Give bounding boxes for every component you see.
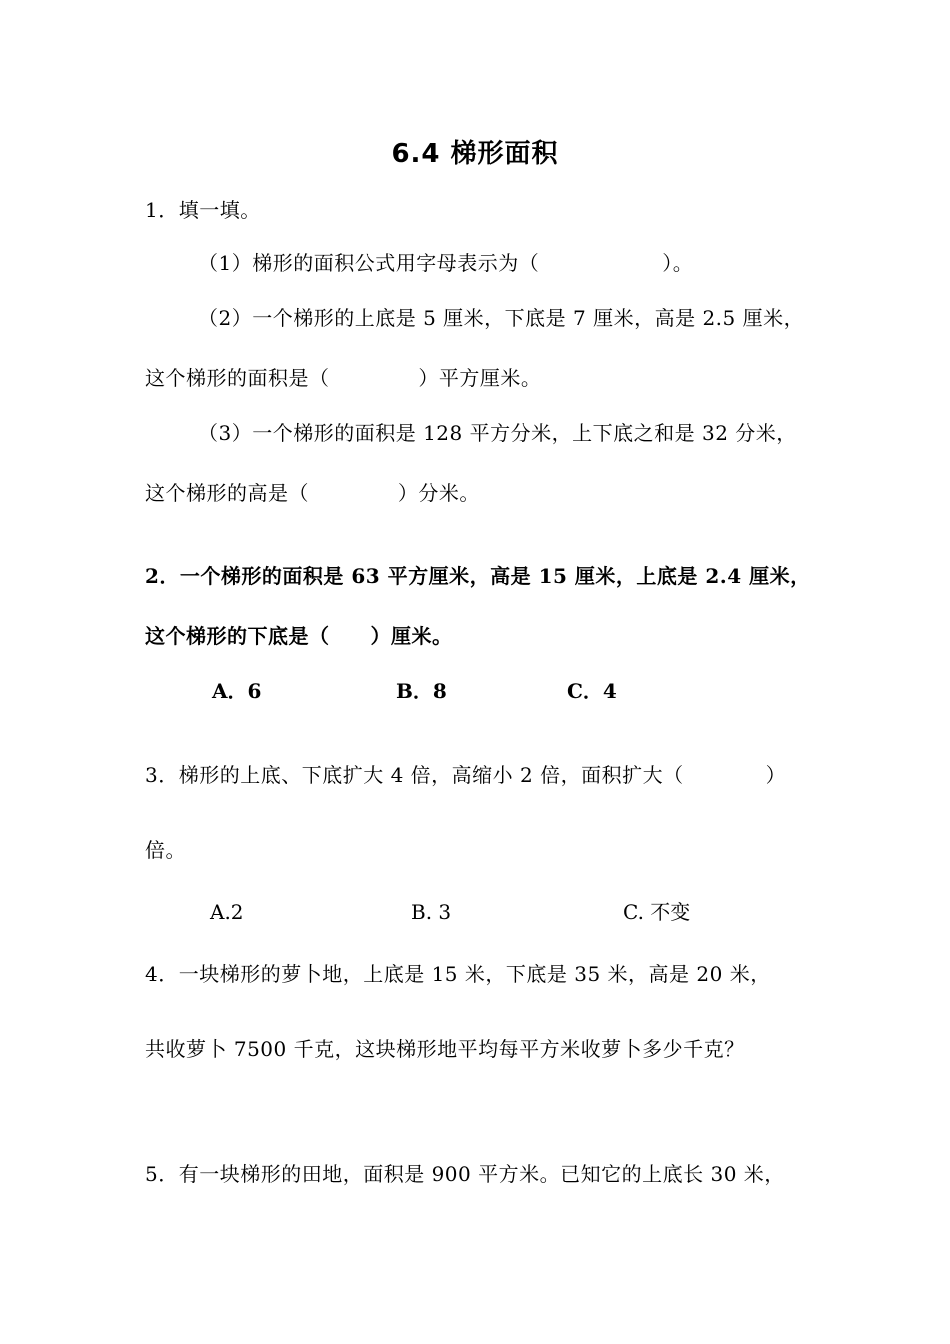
q3-line2: 倍。 xyxy=(145,838,186,862)
q3-option-b: B. 3 xyxy=(411,900,452,924)
q3-option-a: A.2 xyxy=(210,900,244,924)
q3-line1: 3．梯形的上底、下底扩大 4 倍，高缩小 2 倍，面积扩大（ ） xyxy=(145,763,787,787)
q2-option-b: B．8 xyxy=(396,679,447,703)
q4-line2: 共收萝卜 7500 千克，这块梯形地平均每平方米收萝卜多少千克？ xyxy=(145,1037,745,1061)
q2-option-a: A．6 xyxy=(212,679,262,703)
q3-option-c: C. 不变 xyxy=(623,900,691,924)
q1-item1: （1）梯形的面积公式用字母表示为（ ）。 xyxy=(198,251,694,275)
q2-line1: 2．一个梯形的面积是 63 平方厘米，高是 15 厘米，上底是 2.4 厘米， xyxy=(145,564,811,588)
q2-option-c: C．4 xyxy=(567,679,617,703)
q5-line1: 5．有一块梯形的田地，面积是 900 平方米。已知它的上底长 30 米， xyxy=(145,1162,785,1186)
q1-item2-line2: 这个梯形的面积是（ ）平方厘米。 xyxy=(145,366,542,390)
q2-line2: 这个梯形的下底是（ ）厘米。 xyxy=(145,624,453,648)
q4-line1: 4．一块梯形的萝卜地，上底是 15 米，下底是 35 米，高是 20 米， xyxy=(145,962,771,986)
q1-item2-line1: （2）一个梯形的上底是 5 厘米，下底是 7 厘米，高是 2.5 厘米， xyxy=(198,306,805,330)
q1-item3-line2: 这个梯形的高是（ ）分米。 xyxy=(145,481,480,505)
q1-item3-line1: （3）一个梯形的面积是 128 平方分米，上下底之和是 32 分米， xyxy=(198,421,797,445)
page-title: 6.4 梯形面积 xyxy=(391,139,559,169)
q1-heading: 1．填一填。 xyxy=(145,198,261,222)
